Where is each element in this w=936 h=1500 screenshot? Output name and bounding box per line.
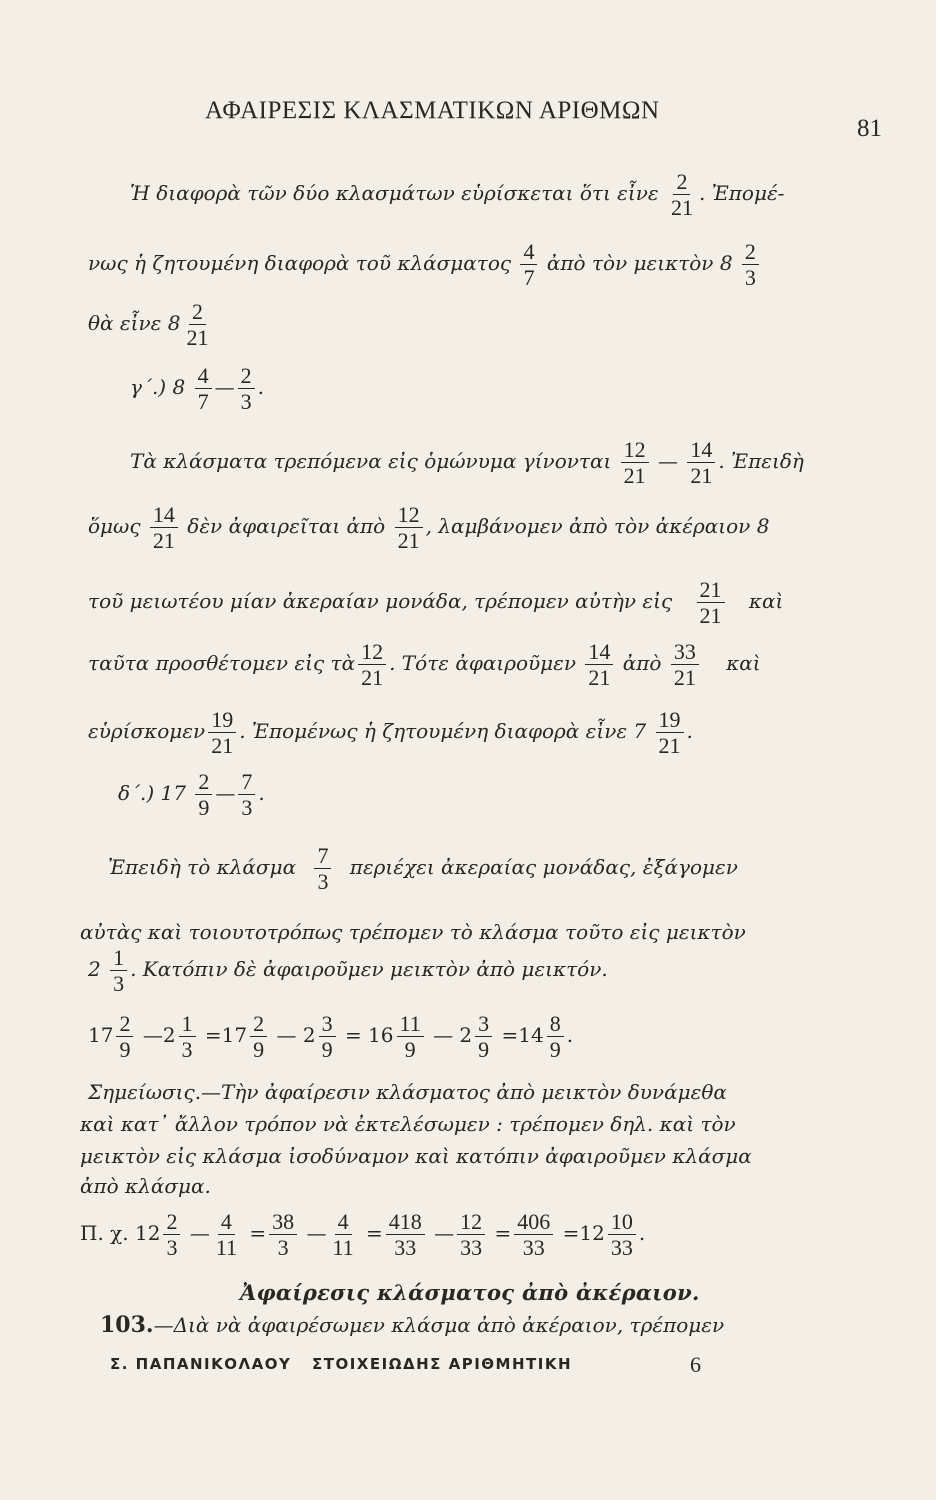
text-line: Ἡ διαφορὰ τῶν δύο κλασμάτων εὑρίσκεται ὅτι εἶνε $\frac{2}{21}$ . Ἐπομέ- — [130, 169, 785, 221]
fraction: $\frac{19}{21}$ — [656, 708, 684, 757]
text-line: θὰ εἶνε 8 $\frac{2}{21}$ — [88, 300, 214, 349]
fraction: $\frac{14}{21}$ — [150, 503, 178, 552]
fraction: $\frac{2}{9}$ — [195, 770, 212, 819]
fraction: $\frac{1}{3}$ — [179, 1012, 196, 1061]
text-line: ταῦτα προσθέτομεν εἰς τὰ $\frac{12}{21}$ . Τότε ἀφαιροῦμεν $\frac{14}{21}$ ἀπὸ $\frac{33}{21}$ καὶ — [88, 639, 761, 691]
fraction: $\frac{12}{21}$ — [621, 438, 649, 487]
footer-author: Σ. ΠΑΠΑΝΙΚΟΛΑΟΥ — [110, 1355, 292, 1373]
fraction: $\frac{4}{7}$ — [520, 240, 537, 289]
section-paragraph: 103.—Διὰ νὰ ἀφαιρέσωμεν κλάσμα ἀπὸ ἀκέραιον, τρέπομεν — [100, 1312, 725, 1338]
fraction: $\frac{21}{21}$ — [697, 578, 725, 627]
fraction: $\frac{2}{21}$ — [670, 169, 693, 221]
fraction: $\frac{19}{21}$ — [208, 708, 236, 757]
fraction: $\frac{2}{9}$ — [250, 1012, 267, 1061]
fraction: $\frac{8}{9}$ — [547, 1012, 564, 1061]
signature-mark: 6 — [690, 1352, 701, 1377]
fraction: $\frac{38}{3}$ — [269, 1210, 297, 1259]
fraction: $\frac{7}{3}$ — [314, 844, 331, 893]
fraction: $\frac{2}{9}$ — [116, 1012, 133, 1061]
fraction: $\frac{4}{7}$ — [195, 364, 212, 413]
page-number: 81 — [857, 115, 882, 142]
fraction: $\frac{4}{11}$ — [215, 1209, 237, 1261]
equation-line: 17 $\frac{2}{9}$ —2 $\frac{1}{3}$ =17 $\frac{2}{9}$ — 2 $\frac{3}{9}$ = 16 $\frac{11}{9}$ — 2 $\frac{3}{9}$ =14 $\frac{8}{9}$ . — [88, 1011, 574, 1063]
fraction: $\frac{14}{21}$ — [585, 640, 613, 689]
fraction: $\frac{3}{9}$ — [319, 1012, 336, 1061]
section-heading: Ἀφαίρεσις κλάσματος ἀπὸ ἀκέραιον. — [240, 1280, 700, 1305]
fraction: $\frac{33}{21}$ — [671, 640, 699, 689]
fraction: $\frac{11}{9}$ — [397, 1012, 424, 1061]
note-line: μεικτὸν εἰς κλάσμα ἰσοδύναμον καὶ κατόπιν ἀφαιροῦμεν κλάσμα — [80, 1144, 752, 1168]
fraction: $\frac{418}{33}$ — [386, 1210, 425, 1259]
fraction: $\frac{12}{21}$ — [358, 640, 386, 689]
math-line: γ΄.) 8 $\frac{4}{7}$ — $\frac{2}{3}$ . — [130, 363, 264, 415]
text-line: ὅμως $\frac{14}{21}$ δὲν ἀφαιρεῖται ἀπὸ $\frac{12}{21}$ , λαμβάνομεν ἀπὸ τὸν ἀκέραιον 8 — [88, 502, 770, 554]
fraction: $\frac{1}{3}$ — [110, 946, 127, 995]
note-line: καὶ κατ᾽ ἄλλον τρόπον νὰ ἐκτελέσωμεν : τρέπομεν δηλ. καὶ τὸν — [80, 1112, 736, 1136]
text-line: Τὰ κλάσματα τρεπόμενα εἰς ὁμώνυμα γίνονται $\frac{12}{21}$ — $\frac{14}{21}$ . Ἐπειδὴ — [130, 437, 804, 489]
fraction: $\frac{12}{21}$ — [395, 503, 423, 552]
text-line: Ἐπειδὴ τὸ κλάσμα $\frac{7}{3}$ περιέχει ἀκεραίας μονάδας, ἐξάγομεν — [108, 843, 738, 895]
text-line: εὑρίσκομεν $\frac{19}{21}$ . Ἐπομένως ἡ ζητουμένη διαφορὰ εἶνε 7 $\frac{19}{21}$ . — [88, 707, 693, 759]
fraction: $\frac{10}{33}$ — [608, 1210, 636, 1259]
text-line: τοῦ μειωτέου μίαν ἀκεραίαν μονάδα, τρέπομεν αὐτὴν εἰς $\frac{21}{21}$ καὶ — [88, 577, 784, 629]
running-header: ΑΦΑΙΡΕΣΙΣ ΚΛΑΣΜΑΤΙΚΩΝ ΑΡΙΘΜΩΝ — [205, 97, 660, 124]
fraction: $\frac{2}{3}$ — [163, 1210, 180, 1259]
fraction: $\frac{2}{21}$ — [186, 299, 209, 351]
footer-title: ΣΤΟΙΧΕΙΩΔΗΣ ΑΡΙΘΜΗΤΙΚΗ — [312, 1355, 572, 1373]
fraction: $\frac{12}{33}$ — [457, 1210, 485, 1259]
fraction: $\frac{7}{3}$ — [238, 770, 255, 819]
text-line: νως ἡ ζητουμένη διαφορὰ τοῦ κλάσματος $\frac{4}{7}$ ἀπὸ τὸν μεικτὸν 8 $\frac{2}{3}$ — [88, 240, 762, 289]
text-line: 2 $\frac{1}{3}$ . Κατόπιν δὲ ἀφαιροῦμεν μεικτὸν ἀπὸ μεικτόν. — [88, 945, 608, 997]
fraction: $\frac{3}{9}$ — [475, 1012, 492, 1061]
text-line: αὐτὰς καὶ τοιουτοτρόπως τρέπομεν τὸ κλάσμα τοῦτο εἰς μεικτὸν — [80, 920, 746, 944]
fraction: $\frac{4}{11}$ — [332, 1209, 354, 1261]
fraction: $\frac{2}{3}$ — [238, 364, 255, 413]
fraction: $\frac{406}{33}$ — [514, 1210, 553, 1259]
fraction: $\frac{2}{3}$ — [742, 240, 759, 289]
math-line: δ΄.) 17 $\frac{2}{9}$ — $\frac{7}{3}$ . — [118, 769, 265, 821]
fraction: $\frac{14}{21}$ — [687, 438, 715, 487]
equation-line: Π. χ. 12 $\frac{2}{3}$ — $\frac{4}{11}$ = $\frac{38}{3}$ — $\frac{4}{11}$ = $\frac{418}{33}$ — $\frac{12}{33}$ = $\frac{406}{33}$ =12 $\frac{10}{33}$ . — [80, 1209, 646, 1261]
note-line: ἀπὸ κλάσμα. — [80, 1174, 211, 1198]
note-line: Σημείωσις.—Τὴν ἀφαίρεσιν κλάσματος ἀπὸ μεικτὸν δυνάμεθα — [88, 1080, 727, 1104]
